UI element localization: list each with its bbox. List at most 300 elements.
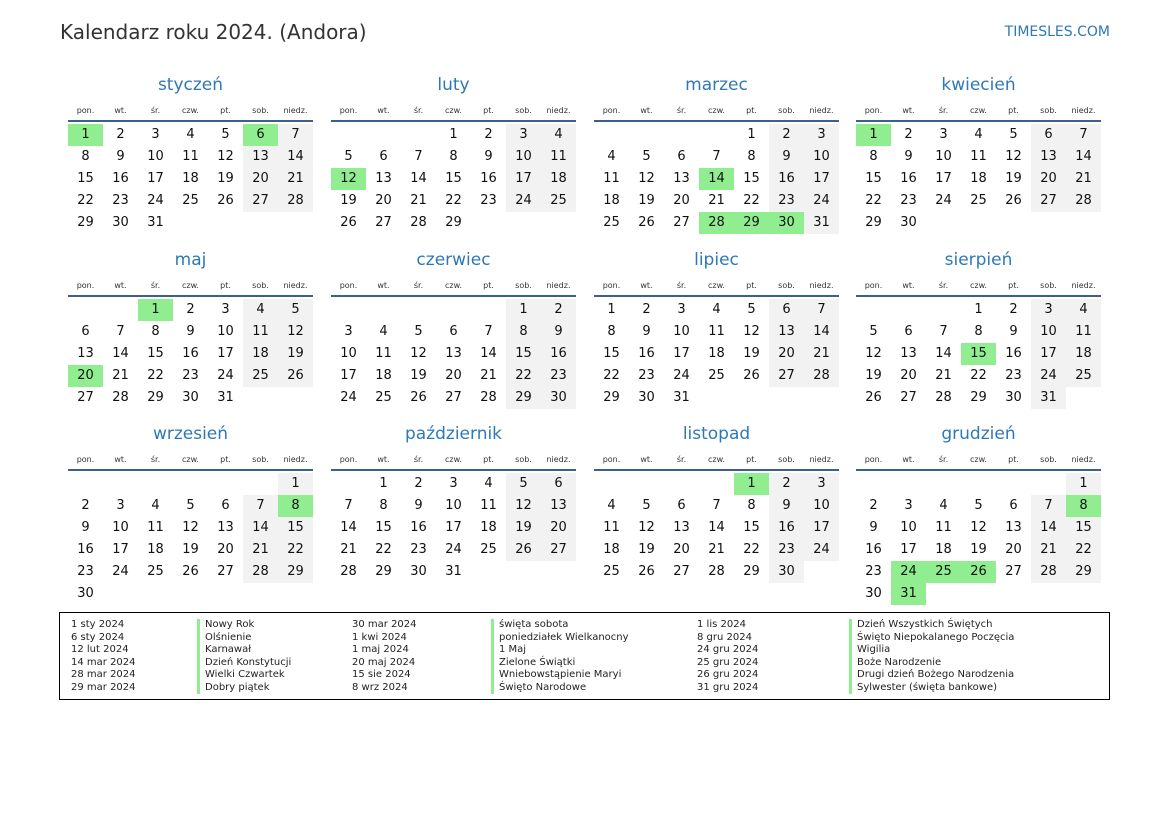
month-name: październik [404,424,503,444]
day-cell: 14 [804,321,839,343]
month-2 [331,70,576,234]
legend-holiday-name: Święto Niepokalanego Poczęcia [849,632,1014,645]
day-cell: 29 [865,215,882,230]
legend-date: 1 sty 2024 [71,619,125,630]
weekday-header [68,275,313,297]
weekday-label: czw. [182,105,199,115]
day-cell: 16 [112,171,129,186]
day-cell: 29 [506,387,541,409]
weekday-label: czw. [970,280,987,290]
weekday-label: czw. [970,105,987,115]
day-cell: 2 [116,127,125,142]
day-cell: 26 [743,368,760,383]
day-cell: 30 [112,215,129,230]
day-cell: 29 [743,564,760,579]
month-10 [331,419,576,583]
legend-date-column [352,619,417,694]
day-cell: 20 [673,542,690,557]
day-cell: 7 [804,299,839,321]
day-cell: 3 [904,498,913,513]
day-grid [856,473,1101,605]
month-name: maj [174,250,207,270]
day-cell: 16 [638,346,655,361]
day-cell: 28 [480,390,497,405]
month-name: grudzień [941,424,1016,444]
day-cell: 16 [541,343,576,365]
day-cell: 6 [379,149,388,164]
day-cell: 27 [243,190,278,212]
day-cell: 2 [81,498,90,513]
day-cell: 2 [769,124,804,146]
day-cell: 30 [77,586,94,601]
weekday-header [331,100,576,122]
day-cell: 16 [769,517,804,539]
day-cell: 4 [243,299,278,321]
day-cell: 16 [1005,346,1022,361]
weekday-label: pt. [220,280,231,290]
day-cell: 15 [375,520,392,535]
day-cell: 15 [147,346,164,361]
day-cell: 5 [344,149,353,164]
day-cell: 4 [607,498,616,513]
day-cell: 9 [81,520,90,535]
day-cell: 30 [541,387,576,409]
weekday-label: pt. [746,280,757,290]
weekday-label: niedz. [1071,280,1096,290]
legend-date: 1 lis 2024 [697,619,746,630]
day-cell: 13 [445,346,462,361]
day-cell: 27 [769,365,804,387]
day-cell: 27 [541,539,576,561]
day-cell: 20 [217,542,234,557]
holiday-legend [59,612,1110,700]
month-9 [68,419,313,605]
day-cell: 6 [677,149,686,164]
day-cell: 28 [243,561,278,583]
day-cell: 10 [935,149,952,164]
day-cell: 3 [1031,299,1066,321]
weekday-header [68,449,313,471]
day-cell: 27 [900,390,917,405]
day-cell: 10 [340,346,357,361]
weekday-label: śr. [676,105,687,115]
day-cell: 28 [935,390,952,405]
day-cell: 1 [856,124,891,146]
day-cell: 5 [869,324,878,339]
weekday-label: pon. [339,280,358,290]
day-cell: 3 [804,124,839,146]
day-cell: 13 [673,171,690,186]
day-cell: 1 [974,302,983,317]
day-cell: 8 [607,324,616,339]
day-cell: 8 [747,498,756,513]
weekday-label: pt. [220,105,231,115]
weekday-label: sob. [1040,280,1057,290]
day-cell: 7 [243,495,278,517]
day-cell: 7 [1031,495,1066,517]
day-cell: 19 [410,368,427,383]
day-cell: 16 [77,542,94,557]
day-cell: 25 [182,193,199,208]
day-cell: 24 [112,564,129,579]
day-cell: 17 [506,168,541,190]
day-cell: 11 [970,149,987,164]
day-cell: 28 [1031,561,1066,583]
day-cell: 29 [734,212,769,234]
day-cell: 14 [410,171,427,186]
weekday-label: sob. [1040,105,1057,115]
weekday-label: pt. [1008,280,1019,290]
weekday-header [331,449,576,471]
day-cell: 6 [904,324,913,339]
legend-holiday-name: 1 Maj [491,644,629,657]
day-cell: 9 [484,149,493,164]
day-cell: 18 [603,193,620,208]
month-name: marzec [685,75,748,95]
day-cell: 10 [445,498,462,513]
day-cell: 3 [344,324,353,339]
month-name: sierpień [944,250,1013,270]
day-cell: 9 [769,146,804,168]
day-cell: 14 [243,517,278,539]
day-cell: 28 [112,390,129,405]
day-cell: 1 [734,473,769,495]
day-cell: 20 [1031,168,1066,190]
day-cell: 5 [186,498,195,513]
day-grid [856,299,1101,409]
day-cell: 20 [673,193,690,208]
day-cell: 14 [935,346,952,361]
weekday-label: wt. [902,105,915,115]
day-cell: 16 [182,346,199,361]
day-cell: 13 [541,495,576,517]
weekday-label: niedz. [546,454,571,464]
day-cell: 31 [891,583,926,605]
day-cell: 8 [81,149,90,164]
legend-name-column [491,619,629,694]
day-cell: 2 [1009,302,1018,317]
day-cell: 22 [506,365,541,387]
weekday-label: sob. [778,105,795,115]
month-1 [68,70,313,234]
day-grid [68,299,313,409]
weekday-label: śr. [938,454,949,464]
legend-date: 28 mar 2024 [71,669,136,680]
day-cell: 1 [68,124,103,146]
day-cell: 6 [1009,498,1018,513]
day-cell: 31 [445,564,462,579]
weekday-label: pt. [746,454,757,464]
weekday-label: niedz. [283,454,308,464]
legend-holiday-name: poniedziałek Wielkanocny [491,632,629,645]
day-cell: 13 [1005,520,1022,535]
day-cell: 11 [1066,321,1101,343]
day-cell: 25 [147,564,164,579]
day-cell: 26 [278,365,313,387]
day-cell: 19 [638,542,655,557]
weekday-label: pt. [1008,454,1019,464]
day-cell: 5 [414,324,423,339]
weekday-label: niedz. [1071,454,1096,464]
day-cell: 23 [769,539,804,561]
day-grid [594,473,839,583]
weekday-label: wt. [640,454,653,464]
weekday-label: wt. [902,280,915,290]
month-name: kwiecień [941,75,1016,95]
day-cell: 27 [217,564,234,579]
legend-date-column [71,619,136,694]
weekday-label: pon. [602,454,621,464]
legend-name-column [849,619,1014,694]
day-cell: 10 [804,146,839,168]
site-link[interactable]: TIMESLES.COM [1004,24,1110,40]
day-cell: 11 [375,346,392,361]
day-cell: 10 [900,520,917,535]
day-cell: 14 [1031,517,1066,539]
day-cell: 8 [379,498,388,513]
day-cell: 20 [243,168,278,190]
day-cell: 4 [379,324,388,339]
day-cell: 9 [904,149,913,164]
day-cell: 19 [278,343,313,365]
day-cell: 4 [151,498,160,513]
day-cell: 23 [182,368,199,383]
day-cell: 18 [970,171,987,186]
day-cell: 8 [151,324,160,339]
day-cell: 18 [375,368,392,383]
weekday-label: pon. [76,280,95,290]
day-cell: 2 [484,127,493,142]
legend-date: 20 maj 2024 [352,656,416,668]
day-cell: 31 [804,212,839,234]
day-cell: 6 [449,324,458,339]
month-8 [856,245,1101,409]
weekday-label: pon. [864,105,883,115]
day-cell: 6 [541,473,576,495]
day-cell: 13 [217,520,234,535]
legend-date: 1 maj 2024 [352,644,409,655]
day-cell: 16 [480,171,497,186]
day-cell: 23 [1005,368,1022,383]
legend-holiday-name: Dzień Wszystkich Świętych [849,619,1014,632]
day-cell: 26 [410,390,427,405]
day-cell: 9 [414,498,423,513]
weekday-label: niedz. [809,280,834,290]
day-cell: 1 [607,302,616,317]
day-cell: 20 [445,368,462,383]
day-cell: 27 [1005,564,1022,579]
day-cell: 22 [603,368,620,383]
weekday-label: niedz. [283,105,308,115]
day-grid [68,473,313,605]
weekday-header [68,100,313,122]
day-cell: 30 [1005,390,1022,405]
day-cell: 1 [379,476,388,491]
weekday-header [856,275,1101,297]
day-cell: 5 [974,498,983,513]
day-cell: 6 [221,498,230,513]
weekday-label: wt. [114,280,127,290]
day-cell: 23 [865,564,882,579]
weekday-label: pon. [864,454,883,464]
weekday-label: pt. [1008,105,1019,115]
day-cell: 19 [1005,171,1022,186]
day-cell: 22 [147,368,164,383]
day-cell: 26 [182,564,199,579]
day-grid [594,124,839,234]
day-cell: 2 [904,127,913,142]
day-cell: 31 [217,390,234,405]
day-cell: 3 [804,473,839,495]
weekday-label: niedz. [809,105,834,115]
day-cell: 19 [506,517,541,539]
day-cell: 5 [747,302,756,317]
day-cell: 3 [939,127,948,142]
day-cell: 4 [974,127,983,142]
day-cell: 24 [506,190,541,212]
day-cell: 1 [1066,473,1101,495]
day-cell: 18 [708,346,725,361]
weekday-label: sob. [252,280,269,290]
day-cell: 16 [410,520,427,535]
day-cell: 12 [506,495,541,517]
legend-date: 29 mar 2024 [71,681,136,693]
day-cell: 31 [147,215,164,230]
legend-holiday-name: Wielki Czwartek [197,669,291,682]
day-cell: 8 [974,324,983,339]
legend-holiday-name: Wigilia [849,644,1014,657]
weekday-label: czw. [708,105,725,115]
weekday-label: sob. [252,105,269,115]
day-cell: 8 [278,495,313,517]
day-cell: 27 [1031,190,1066,212]
weekday-label: sob. [515,105,532,115]
day-cell: 5 [506,473,541,495]
weekday-label: pt. [220,454,231,464]
day-cell: 9 [1009,324,1018,339]
weekday-label: wt. [377,105,390,115]
day-cell: 24 [673,368,690,383]
day-cell: 22 [278,539,313,561]
day-cell: 6 [1031,124,1066,146]
day-cell: 20 [68,365,103,387]
day-cell: 26 [506,539,541,561]
weekday-label: śr. [938,280,949,290]
weekday-label: sob. [515,280,532,290]
day-cell: 11 [935,520,952,535]
page-title: Kalendarz roku 2024. (Andora) [60,20,367,44]
day-cell: 8 [869,149,878,164]
day-cell: 2 [186,302,195,317]
day-cell: 30 [900,215,917,230]
day-cell: 11 [708,324,725,339]
day-cell: 21 [278,168,313,190]
day-cell: 25 [541,190,576,212]
day-grid [331,124,576,234]
weekday-label: sob. [252,454,269,464]
day-cell: 15 [1066,517,1101,539]
day-cell: 31 [673,390,690,405]
day-cell: 8 [1066,495,1101,517]
weekday-label: sob. [1040,454,1057,464]
day-cell: 25 [970,193,987,208]
legend-holiday-name: Nowy Rok [197,619,291,632]
legend-date: 26 gru 2024 [697,669,759,680]
legend-holiday-name: Dobry piątek [197,682,291,695]
legend-date: 6 sty 2024 [71,631,125,643]
legend-date: 12 lut 2024 [71,644,129,655]
day-cell: 19 [340,193,357,208]
day-cell: 24 [445,542,462,557]
legend-date-column [697,619,758,694]
day-cell: 30 [182,390,199,405]
day-cell: 1 [278,473,313,495]
day-cell: 31 [1031,387,1066,409]
legend-holiday-name: Karnawał [197,644,291,657]
legend-holiday-name: Święto Narodowe [491,682,629,695]
day-cell: 4 [607,149,616,164]
weekday-label: pon. [339,454,358,464]
day-grid [594,299,839,409]
weekday-label: śr. [150,105,161,115]
day-cell: 28 [340,564,357,579]
day-cell: 28 [708,564,725,579]
day-cell: 13 [900,346,917,361]
day-cell: 19 [865,368,882,383]
day-cell: 19 [743,346,760,361]
day-cell: 15 [603,346,620,361]
day-cell: 22 [865,193,882,208]
day-cell: 15 [278,517,313,539]
day-cell: 27 [445,390,462,405]
day-cell: 13 [375,171,392,186]
day-cell: 24 [340,390,357,405]
legend-date: 31 gru 2024 [697,681,759,693]
day-cell: 17 [445,520,462,535]
day-cell: 30 [410,564,427,579]
month-5 [68,245,313,409]
weekday-label: czw. [182,280,199,290]
day-cell: 12 [638,171,655,186]
weekday-label: wt. [114,105,127,115]
day-cell: 1 [506,299,541,321]
legend-holiday-name: Boże Narodzenie [849,657,1014,670]
day-cell: 6 [81,324,90,339]
day-cell: 18 [1066,343,1101,365]
weekday-label: wt. [640,105,653,115]
day-cell: 13 [673,520,690,535]
day-cell: 14 [708,520,725,535]
day-cell: 15 [961,343,996,365]
day-cell: 22 [743,193,760,208]
day-cell: 16 [769,168,804,190]
day-cell: 23 [77,564,94,579]
legend-holiday-name: Drugi dzień Bożego Narodzenia [849,669,1014,682]
day-cell: 23 [900,193,917,208]
day-cell: 25 [243,365,278,387]
day-cell: 7 [278,124,313,146]
weekday-label: pon. [76,105,95,115]
day-cell: 6 [677,498,686,513]
day-cell: 11 [480,498,497,513]
day-cell: 17 [935,171,952,186]
day-cell: 6 [769,299,804,321]
weekday-label: śr. [413,105,424,115]
day-cell: 22 [77,193,94,208]
weekday-label: pon. [602,105,621,115]
weekday-header [331,275,576,297]
weekday-label: wt. [640,280,653,290]
